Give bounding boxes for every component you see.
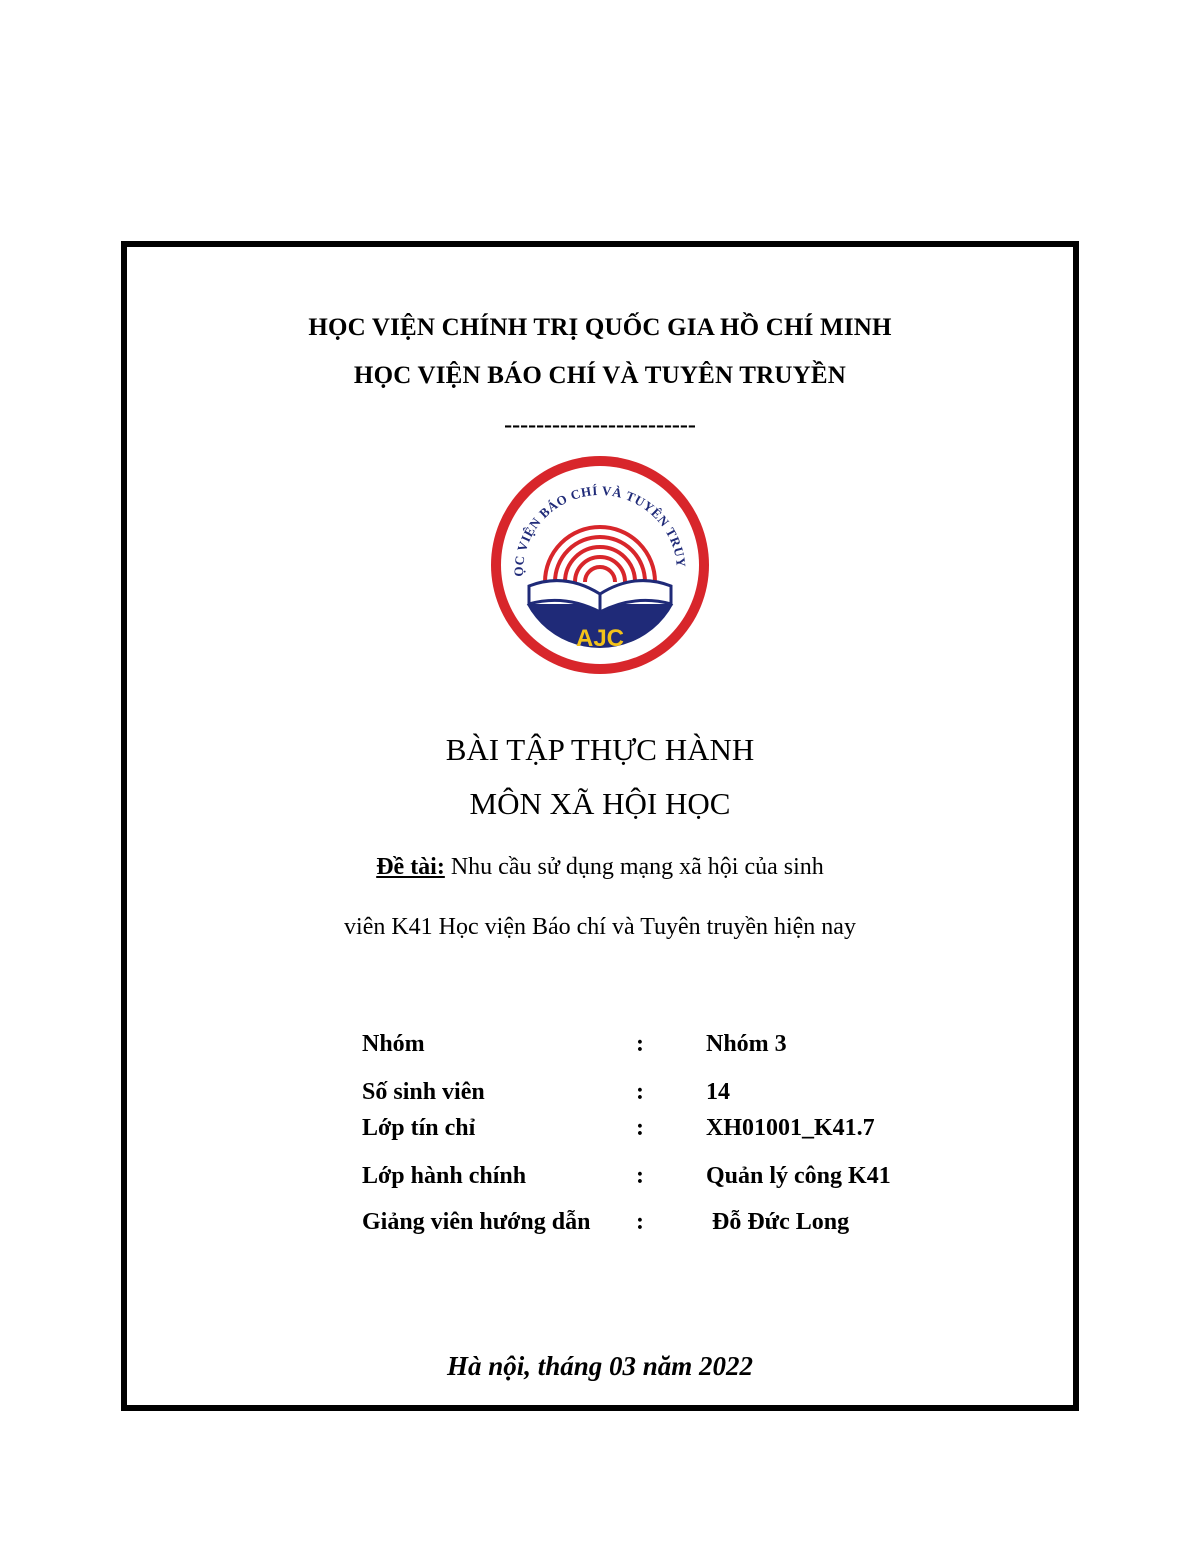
- topic-line-2: viên K41 Học viện Báo chí và Tuyên truyền hiện nay: [344, 914, 856, 940]
- info-key: Số sinh viên: [362, 1079, 485, 1105]
- info-key: Lớp hành chính: [362, 1163, 527, 1189]
- header-separator: ------------------------: [504, 412, 696, 438]
- info-value: XH01001_K41.7: [706, 1115, 875, 1141]
- assignment-title: BÀI TẬP THỰC HÀNH: [445, 732, 755, 767]
- info-value: 14: [706, 1079, 730, 1105]
- info-colon: :: [636, 1209, 644, 1235]
- institution-line-2: HỌC VIỆN BÁO CHÍ VÀ TUYÊN TRUYỀN: [353, 362, 847, 389]
- info-colon: :: [636, 1079, 644, 1105]
- date-line: Hà nội, tháng 03 năm 2022: [446, 1351, 754, 1381]
- info-key: Giảng viên hướng dẫn: [362, 1209, 591, 1235]
- info-key: Nhóm: [362, 1031, 425, 1057]
- subject-title: MÔN XÃ HỘI HỌC: [469, 786, 731, 821]
- info-value: Đỗ Đức Long: [712, 1209, 850, 1235]
- info-colon: :: [636, 1163, 644, 1189]
- institution-line-1: HỌC VIỆN CHÍNH TRỊ QUỐC GIA HỒ CHÍ MINH: [308, 314, 892, 341]
- info-value: Quản lý công K41: [706, 1163, 891, 1189]
- academy-logo: [489, 454, 711, 676]
- topic-line-1: [0, 854, 1200, 881]
- info-value: Nhóm 3: [706, 1031, 787, 1057]
- info-key: Lớp tín chỉ: [362, 1115, 476, 1141]
- svg-text:HỌC VIỆN BÁO CHÍ VÀ TUYÊN TRUY: ỌC VIỆN BÁO CHÍ VÀ TUYÊN TRUY: [510, 482, 689, 577]
- topic-text-1: Nhu cầu sử dụng mạng xã hội của sinh: [444, 854, 824, 880]
- info-colon: :: [636, 1115, 644, 1141]
- svg-text:AJC: AJC: [575, 625, 625, 652]
- info-colon: :: [636, 1031, 644, 1057]
- topic-label: Đề tài:: [376, 854, 445, 880]
